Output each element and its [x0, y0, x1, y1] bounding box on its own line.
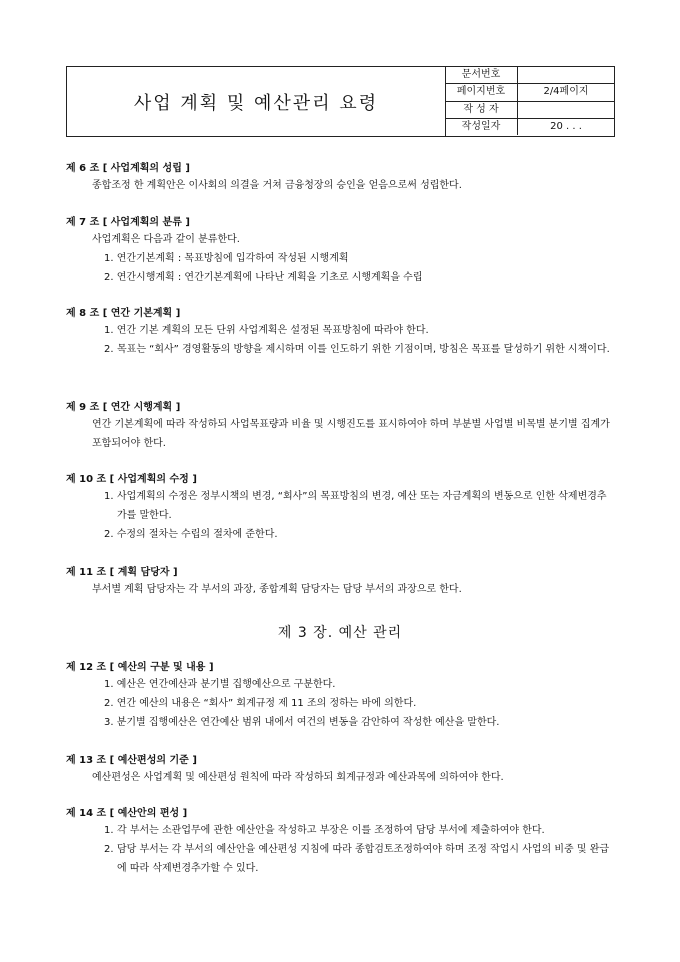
item-number: 3. [104, 717, 114, 728]
item-number: 1. [104, 491, 114, 502]
item-text: 목표는 “회사” 경영활동의 방향을 제시하며 이를 인도하기 위한 기점이며, 방침은 목표를 달성하기 위한 시책이다. [117, 344, 610, 355]
article-7 [66, 215, 626, 287]
list-item [66, 487, 626, 525]
article-title: 제 11 조 [ 계획 담당자 ] [66, 567, 178, 578]
article-14 [66, 806, 626, 878]
article-body: 연간 기본계획에 따라 작성하되 사업목표량과 비율 및 시행진도를 표시하여야 하며 부분별 사업별 비목별 분기별 집계가 포함되어야 한다. [92, 419, 610, 449]
info-row-date [445, 118, 614, 135]
document-info-table [445, 67, 614, 135]
info-label: 작성일자 [445, 118, 518, 135]
article-title: 제 10 조 [ 사업계획의 수정 ] [66, 474, 197, 485]
item-text: 연간 기본 계획의 모든 단위 사업계획은 설정된 목표방침에 따라야 한다. [116, 325, 429, 336]
info-value: 20 . . . [550, 120, 582, 132]
item-number: 2. [104, 344, 114, 355]
list-item [66, 713, 626, 732]
list-item [66, 525, 626, 544]
list-item [66, 840, 626, 878]
article-body: 부서별 계획 담당자는 각 부서의 과장, 종합계획 담당자는 담당 부서의 과장으로 한다. [92, 584, 462, 595]
info-row-page-number [445, 84, 614, 101]
info-value [518, 67, 615, 84]
item-number: 2. [104, 529, 114, 540]
article-title: 제 14 조 [ 예산안의 편성 ] [66, 808, 188, 819]
article-10 [66, 472, 626, 544]
article-title: 제 8 조 [ 연간 기본계획 ] [66, 308, 181, 319]
article-11 [66, 565, 626, 599]
article-title: 제 13 조 [ 예산편성의 기준 ] [66, 755, 197, 766]
list-item [66, 694, 626, 713]
article-13 [66, 753, 626, 787]
info-label: 작 성 자 [445, 101, 518, 118]
article-body: 사업계획은 다음과 같이 분류한다. [92, 234, 240, 245]
list-item [66, 675, 626, 694]
item-text: 연간기본계획 : 목표방침에 입각하여 작성된 시행계획 [116, 253, 349, 264]
info-row-author [445, 101, 614, 118]
item-text: 담당 부서는 각 부서의 예산안을 예산편성 지침에 따라 종합검토조정하여야 하며 조정 작업시 사업의 비중 및 완급에 따라 삭제변경추가할 수 있다. [117, 844, 610, 874]
article-body: 예산편성은 사업계획 및 예산편성 원칙에 따라 작성하되 회계규정과 예산과목에 의하여야 한다. [92, 772, 504, 783]
article-title: 제 7 조 [ 사업계획의 분류 ] [66, 217, 190, 228]
article-12 [66, 660, 626, 732]
chapter-heading: 제 3 장. 예산 관리 [277, 625, 403, 641]
info-label: 문서번호 [445, 67, 518, 84]
document-title: 사업 계획 및 예산관리 요령 [67, 67, 446, 136]
article-title: 제 6 조 [ 사업계획의 성립 ] [66, 163, 190, 174]
item-text: 사업계획의 수정은 정부시책의 변경, “회사”의 목표방침의 변경, 예산 또는 자금계획의 변동으로 인한 삭제변경추가를 말한다. [117, 491, 607, 521]
item-text: 예산은 연간예산과 분기별 집행예산으로 구분한다. [116, 679, 336, 690]
info-value [518, 101, 615, 118]
article-title: 제 12 조 [ 예산의 구분 및 내용 ] [66, 662, 214, 673]
item-number: 1. [104, 253, 114, 264]
item-number: 1. [104, 679, 114, 690]
article-8 [66, 306, 626, 359]
article-body: 종합조정 한 계획안은 이사회의 의결을 거쳐 금융청장의 승인을 얻음으로써 성립한다. [92, 180, 462, 191]
list-item [66, 321, 626, 340]
item-text: 연간 예산의 내용은 “회사” 회계규정 제 11 조의 정하는 바에 의한다. [116, 698, 417, 709]
item-number: 1. [104, 825, 114, 836]
document-header [66, 66, 615, 137]
list-item [66, 268, 626, 287]
list-item [66, 821, 626, 840]
item-number: 1. [104, 325, 114, 336]
info-label: 페이지번호 [445, 84, 518, 101]
info-value: 2/4페이지 [518, 84, 615, 101]
article-6 [66, 161, 626, 195]
item-text: 연간시행계획 : 연간기본계획에 나타난 계획을 기초로 시행계획을 수립 [116, 272, 423, 283]
item-text: 각 부서는 소관업무에 관한 예산안을 작성하고 부장은 이를 조정하여 담당 부서에 제출하여야 한다. [117, 825, 545, 836]
article-9 [66, 400, 626, 453]
list-item [66, 249, 626, 268]
list-item [66, 340, 626, 359]
article-title: 제 9 조 [ 연간 시행계획 ] [66, 402, 181, 413]
item-number: 2. [104, 698, 114, 709]
item-text: 분기별 집행예산은 연간예산 범위 내에서 여건의 변동을 감안하여 작성한 예산을 말한다. [116, 717, 500, 728]
item-number: 2. [104, 844, 114, 855]
item-text: 수정의 절차는 수립의 절차에 준한다. [116, 529, 278, 540]
item-number: 2. [104, 272, 114, 283]
info-row-doc-number [445, 67, 614, 84]
